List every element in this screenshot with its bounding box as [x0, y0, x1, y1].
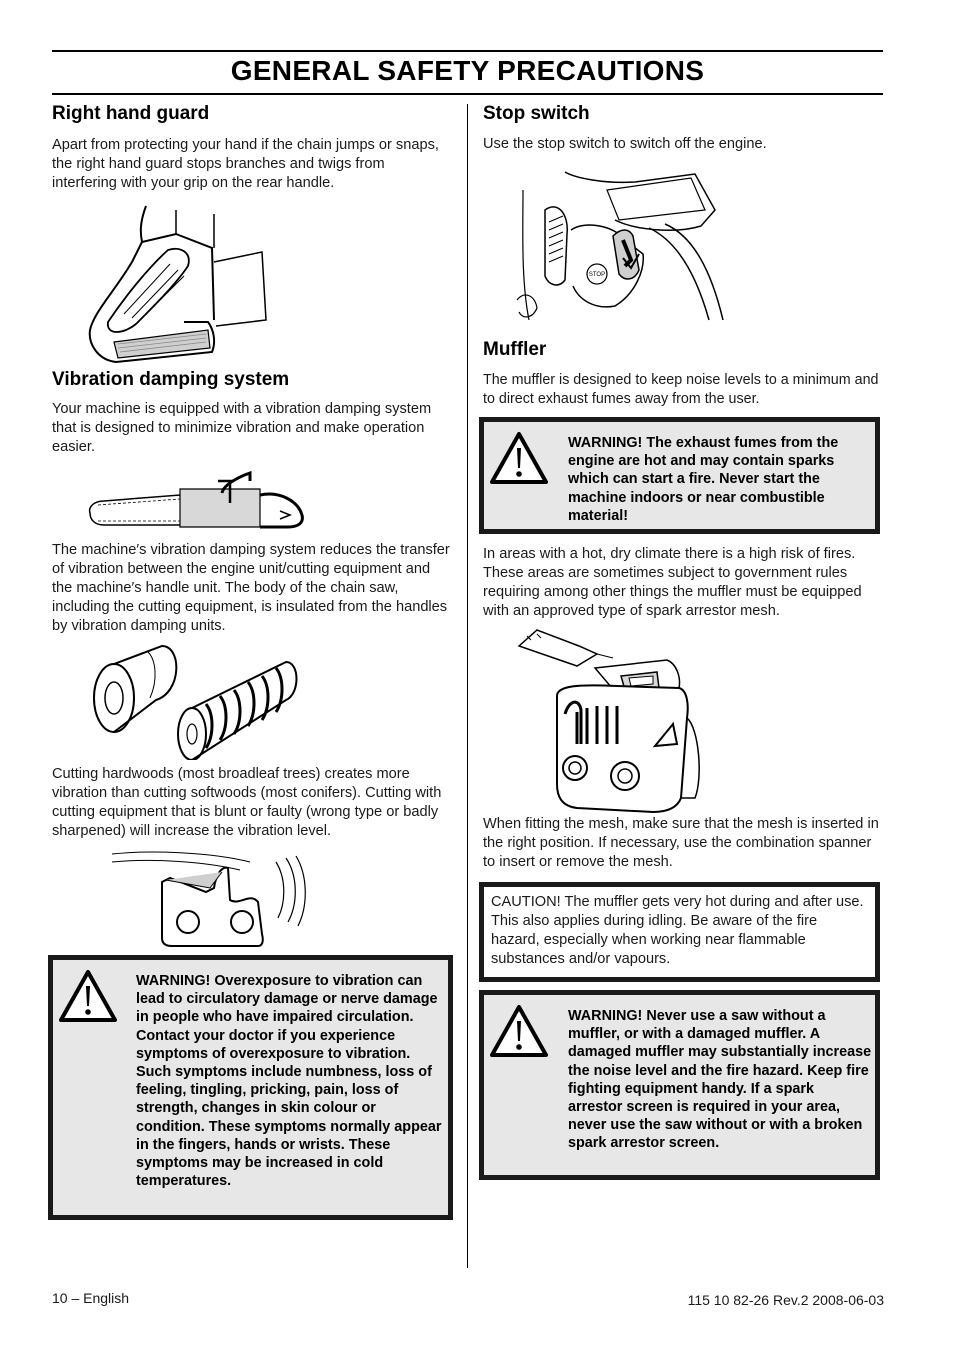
vibration-text-3: Cutting hardwoods (most broadleaf trees) creates more vibration than cutting softwoods (most conifers). Cutting with cutting equipment that is blunt or faulty (wrong type or badly sharpened) will increase the vibration level. — [52, 766, 442, 839]
exhaust-warning-text: WARNING! The exhaust fumes from the engine are hot and may contain sparks which can start a fire. Never start the machine indoors or near combustible material! — [568, 435, 839, 524]
exhaust-warning-box — [479, 417, 880, 534]
muffler-text-3: When fitting the mesh, make sure that the mesh is inserted in the right position. If necessary, use the combination spanner to insert or remove the mesh. — [483, 816, 879, 870]
muffler-warning-text: WARNING! Never use a saw without a muffler, or with a damaged muffler. A damaged muffler may substantially increase the noise level and the fire hazard. Keep fire fighting equipment handy. If a spark arrestor screen is required in your area, never use the saw without or with a broken spark arrestor screen. — [568, 1008, 872, 1152]
muffler-warning-box — [479, 990, 880, 1180]
page-title: GENERAL SAFETY PRECAUTIONS — [230, 55, 705, 86]
chain-cutter-illustration — [110, 848, 320, 950]
vibration-text-1: Your machine is equipped with a vibration damping system that is designed to minimize vibration and make operation easier. — [52, 401, 432, 455]
muffler-text-2: In areas with a hot, dry climate there is a high risk of fires. These areas are sometimes subject to government rules requiring among other things the muffler must be equipped with an approved type of spark arrestor mesh. — [483, 546, 862, 619]
footer-page-number: 10 – English — [52, 1290, 130, 1306]
stop-switch-text: Use the stop switch to switch off the engine. — [483, 136, 767, 152]
warning-triangle-icon — [58, 968, 118, 1024]
warning-triangle-icon — [489, 430, 549, 486]
vibration-warning-box — [48, 955, 453, 1220]
chainsaw-illustration — [84, 463, 314, 535]
hand-guard-text: Apart from protecting your hand if the chain jumps or snaps, the right hand guard stops branches and twigs from interfering with your grip on the rear handle. — [52, 137, 439, 191]
vibration-heading: Vibration damping system — [52, 369, 290, 390]
warning-triangle-icon — [489, 1003, 549, 1059]
vibration-text-2: The machine′s vibration damping system reduces the transfer of vibration between the engine unit/cutting equipment and the machine′s handle unit. The body of the chain saw, including the cutting equipment, is insulated from the handles by vibration damping units. — [52, 542, 450, 634]
stop-label: STOP — [588, 272, 606, 278]
header-top-rule — [52, 50, 883, 52]
damping-units-illustration — [86, 640, 306, 760]
column-divider — [467, 104, 468, 1268]
footer-document-id: 115 10 82-26 Rev.2 2008-06-03 — [687, 1292, 884, 1308]
stop-switch-heading: Stop switch — [483, 103, 590, 124]
header-bottom-rule — [52, 93, 883, 95]
muffler-text-1: The muffler is designed to keep noise levels to a minimum and to direct exhaust fumes away from the user. — [483, 372, 879, 407]
muffler-heading: Muffler — [483, 339, 547, 360]
hand-guard-illustration — [84, 202, 274, 367]
hand-guard-heading: Right hand guard — [52, 103, 210, 124]
vibration-warning-text: WARNING! Overexposure to vibration can lead to circulatory damage or nerve damage in people who have impaired circulation. Contact your doctor if you experience symptoms of overexposure to vibration. Such symptoms include numbness, loss of feeling, tingling, pricking, pain, loss of strength, changes in skin colour or condition. These symptoms normally appear in the fingers, hands or wrists. These symptoms may be increased in cold temperatures. — [136, 973, 442, 1190]
stop-switch-illustration — [515, 170, 730, 330]
muffler-caution-text: CAUTION! The muffler gets very hot during and after use. This also applies during idling. Be aware of the fire hazard, especially when working near flammable substances and/or vapours. — [491, 894, 864, 967]
muffler-illustration — [517, 628, 707, 816]
muffler-caution-box — [479, 882, 880, 982]
